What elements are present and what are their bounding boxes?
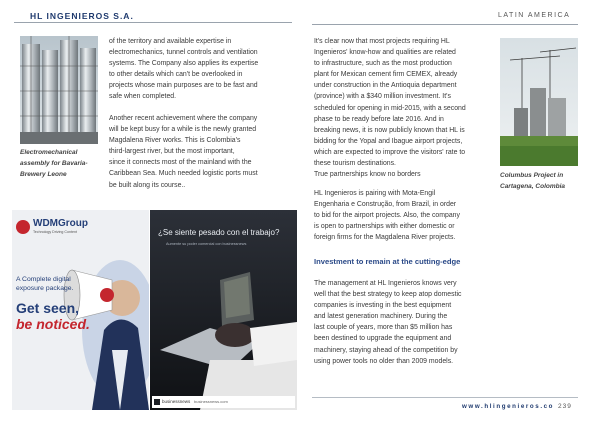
slogan-line-2: be noticed. (16, 316, 90, 332)
slogan-line-1: Get seen, (16, 300, 80, 316)
footer-website[interactable]: www.hlingenieros.co (462, 403, 555, 410)
businessnews-headline: ¿Se siente pesado con el trabajo? (158, 228, 280, 237)
col1-paragraph-1 (109, 36, 295, 103)
text-line: Magdalena River works. This is Colombia's (109, 137, 241, 145)
text-line: The management at HL Ingenieros knows very (314, 280, 457, 287)
wdm-group-ad[interactable] (12, 210, 149, 410)
text-line: been destined to upgrade the equipment and (314, 335, 452, 343)
text-line: to other details which can't be overlooked in (109, 71, 243, 79)
businessnews-footer (152, 396, 295, 408)
wdm-slogan (16, 300, 90, 332)
text-line: Engenharia e Construção, from Brazil, in order (314, 201, 457, 209)
text-line: foreign firms for the Magdalena River projects. (314, 234, 456, 242)
section-label: LATIN AMERICA (498, 12, 571, 19)
section-subheading: Investment to remain at the cutting-edge (314, 257, 461, 266)
businessnews-ad[interactable] (150, 210, 297, 410)
text-line: safe when completed. (109, 93, 177, 101)
wdm-logo (16, 218, 116, 238)
header-rule-right (312, 24, 578, 25)
col2-paragraph-1 (314, 36, 500, 180)
brewery-tanks-illustration (20, 36, 98, 144)
headline-line: exposure package. (16, 284, 74, 292)
text-line: companies is investing in the best equipment (314, 302, 452, 310)
col2-paragraph-3 (314, 278, 500, 367)
brewery-caption (20, 147, 100, 180)
wdm-headline (16, 276, 73, 293)
caption-line: Columbus Project in (500, 172, 564, 179)
businessnews-logo-icon (154, 399, 160, 405)
text-line: well that the best strategy to keep atop domestic (314, 291, 462, 299)
caption-line: assembly for Bavaria- (20, 160, 88, 167)
caption-line: Brewery Leone (20, 171, 67, 178)
col1-paragraph-2 (109, 113, 295, 191)
footer-rule (312, 397, 578, 398)
text-line: using power tools no older than 2009 models. (314, 357, 454, 365)
text-line: under construction in the Antioquia department (314, 82, 457, 90)
publication-title: HL INGENIEROS S.A. (30, 11, 134, 21)
text-line: to infrastructure, such as the most production (314, 60, 452, 68)
text-line: It's clear now that most projects requiring HL (314, 38, 450, 45)
text-line: Ingenieros' know-how and qualities are related (314, 49, 456, 57)
text-line: projects whose main purposes are to be fast and (109, 82, 258, 90)
text-line: machinery, staying ahead of the competition by (314, 346, 458, 354)
text-line: (province) with a $340 million investment. It's (314, 93, 451, 101)
brewery-photo (20, 36, 98, 144)
text-line: third-largest river, but the most important, (109, 148, 235, 156)
text-line: scheduled for opening in mid-2015, with a second (314, 104, 466, 112)
col2-paragraph-2 (314, 188, 500, 243)
text-line: since it connects most of the mainland with the (109, 159, 252, 167)
wdm-tagline: Technology Driving Content (33, 230, 77, 234)
text-line: Caribbean Sea. Much needed logistic ports must (109, 170, 258, 178)
text-line: these tourism destinations. (314, 160, 396, 168)
cement-plant-illustration (500, 38, 578, 166)
headline-line: A Complete digital (16, 276, 71, 283)
businessnews-ad-background (150, 210, 297, 410)
text-line: and latest generation machinery. During the (314, 313, 448, 321)
text-line: breaking news, it is now publicly known that HL is (314, 126, 465, 134)
text-line: which are expected to improve the visitors' rate to (314, 148, 466, 156)
text-line: will be kept busy for a while is the newly granted (109, 126, 257, 134)
text-line: systems. The Company also applies its expertise (109, 60, 259, 68)
businessnews-subline: Aumente su poder comercial con businessnews (166, 242, 247, 246)
text-line: last couple of years, more than $5 million has (314, 324, 453, 332)
businessnews-url[interactable]: businessnews.com (194, 399, 228, 404)
wdm-logo-icon (16, 220, 30, 234)
text-line: of the territory and available expertise in (109, 38, 232, 45)
page-number: 239 (558, 403, 572, 410)
text-line: phase to be ready before late 2016. And in (314, 115, 444, 123)
cement-plant-photo (500, 38, 578, 166)
text-line: Another recent achievement where the company (109, 115, 258, 122)
text-line: HL Ingenieros is pairing with Mota-Engil (314, 190, 436, 197)
text-line: plant for Mexican cement firm CEMEX, already (314, 71, 458, 79)
header-rule-left (14, 22, 292, 23)
businessnews-logo: businessnews (162, 399, 191, 404)
text-line: is open to partnerships with either domestic or (314, 223, 455, 231)
text-line: be built along its course.. (109, 181, 186, 189)
caption-line: Cartagena, Colombia (500, 183, 566, 190)
text-line: True partnerships know no borders (314, 171, 421, 179)
text-line: to bid for the airport projects. Also, the company (314, 212, 460, 220)
wdm-brand: WDMGroup (33, 218, 88, 229)
caption-line: Electromechanical (20, 149, 78, 156)
cement-plant-caption (500, 170, 592, 192)
text-line: bidding for the Yopal and Ibague airport projects, (314, 137, 463, 145)
text-line: electromechanics, tunnel controls and ventilation (109, 49, 258, 57)
